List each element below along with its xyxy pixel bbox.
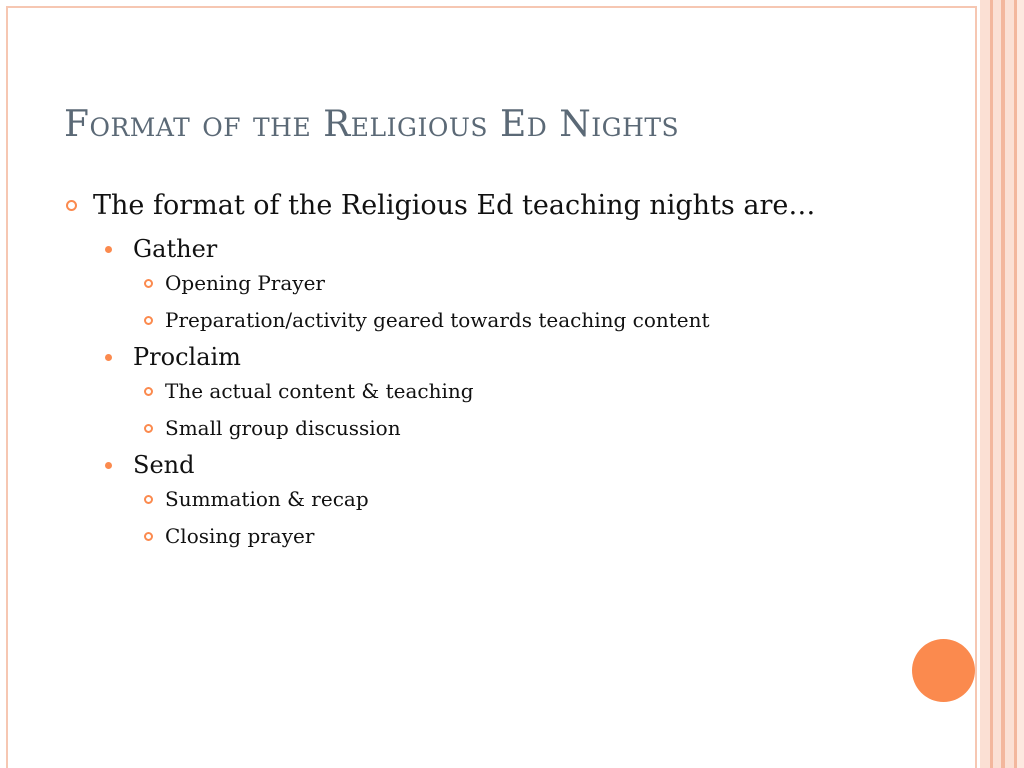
ring-bullet-icon: [144, 424, 153, 433]
ring-bullet-icon: [144, 532, 153, 541]
dot-bullet-icon: [105, 246, 112, 253]
sub-item-text: Opening Prayer: [165, 271, 325, 295]
sub-item: [64, 524, 844, 548]
dot-bullet-icon: [105, 354, 112, 361]
sub-item-list: [64, 271, 844, 332]
slide-title: Format of the Religious Ed Nights: [64, 104, 680, 145]
section-heading: [64, 450, 844, 480]
ring-bullet-icon: [144, 279, 153, 288]
section-send: [64, 450, 844, 548]
sub-item: [64, 379, 844, 403]
sub-item-text: Summation & recap: [165, 487, 369, 511]
accent-circle: [912, 639, 975, 702]
section-label: Gather: [133, 235, 218, 263]
intro-text: The format of the Religious Ed teaching nights are…: [93, 190, 816, 221]
decorative-stripe: [1005, 0, 1014, 768]
sub-item-text: The actual content & teaching: [165, 379, 474, 403]
sub-item-text: Preparation/activity geared towards teaching content: [165, 308, 710, 332]
section-heading: [64, 342, 844, 372]
decorative-stripe: [980, 0, 990, 768]
section-list: [64, 234, 844, 548]
sub-item-list: [64, 379, 844, 440]
sub-item: [64, 308, 844, 332]
slide-content: [64, 188, 844, 548]
section-proclaim: [64, 342, 844, 440]
sub-item: [64, 487, 844, 511]
ring-bullet-icon: [66, 200, 77, 211]
decorative-stripe: [993, 0, 1001, 768]
sub-item: [64, 271, 844, 295]
ring-bullet-icon: [144, 316, 153, 325]
sub-item-text: Small group discussion: [165, 416, 401, 440]
sub-item-text: Closing prayer: [165, 524, 315, 548]
section-label: Send: [133, 451, 195, 479]
dot-bullet-icon: [105, 462, 112, 469]
ring-bullet-icon: [144, 387, 153, 396]
sub-item: [64, 416, 844, 440]
ring-bullet-icon: [144, 495, 153, 504]
intro-bullet-item: [64, 188, 844, 224]
section-heading: [64, 234, 844, 264]
section-label: Proclaim: [133, 343, 241, 371]
section-gather: [64, 234, 844, 332]
sub-item-list: [64, 487, 844, 548]
decorative-stripe: [1017, 0, 1024, 768]
